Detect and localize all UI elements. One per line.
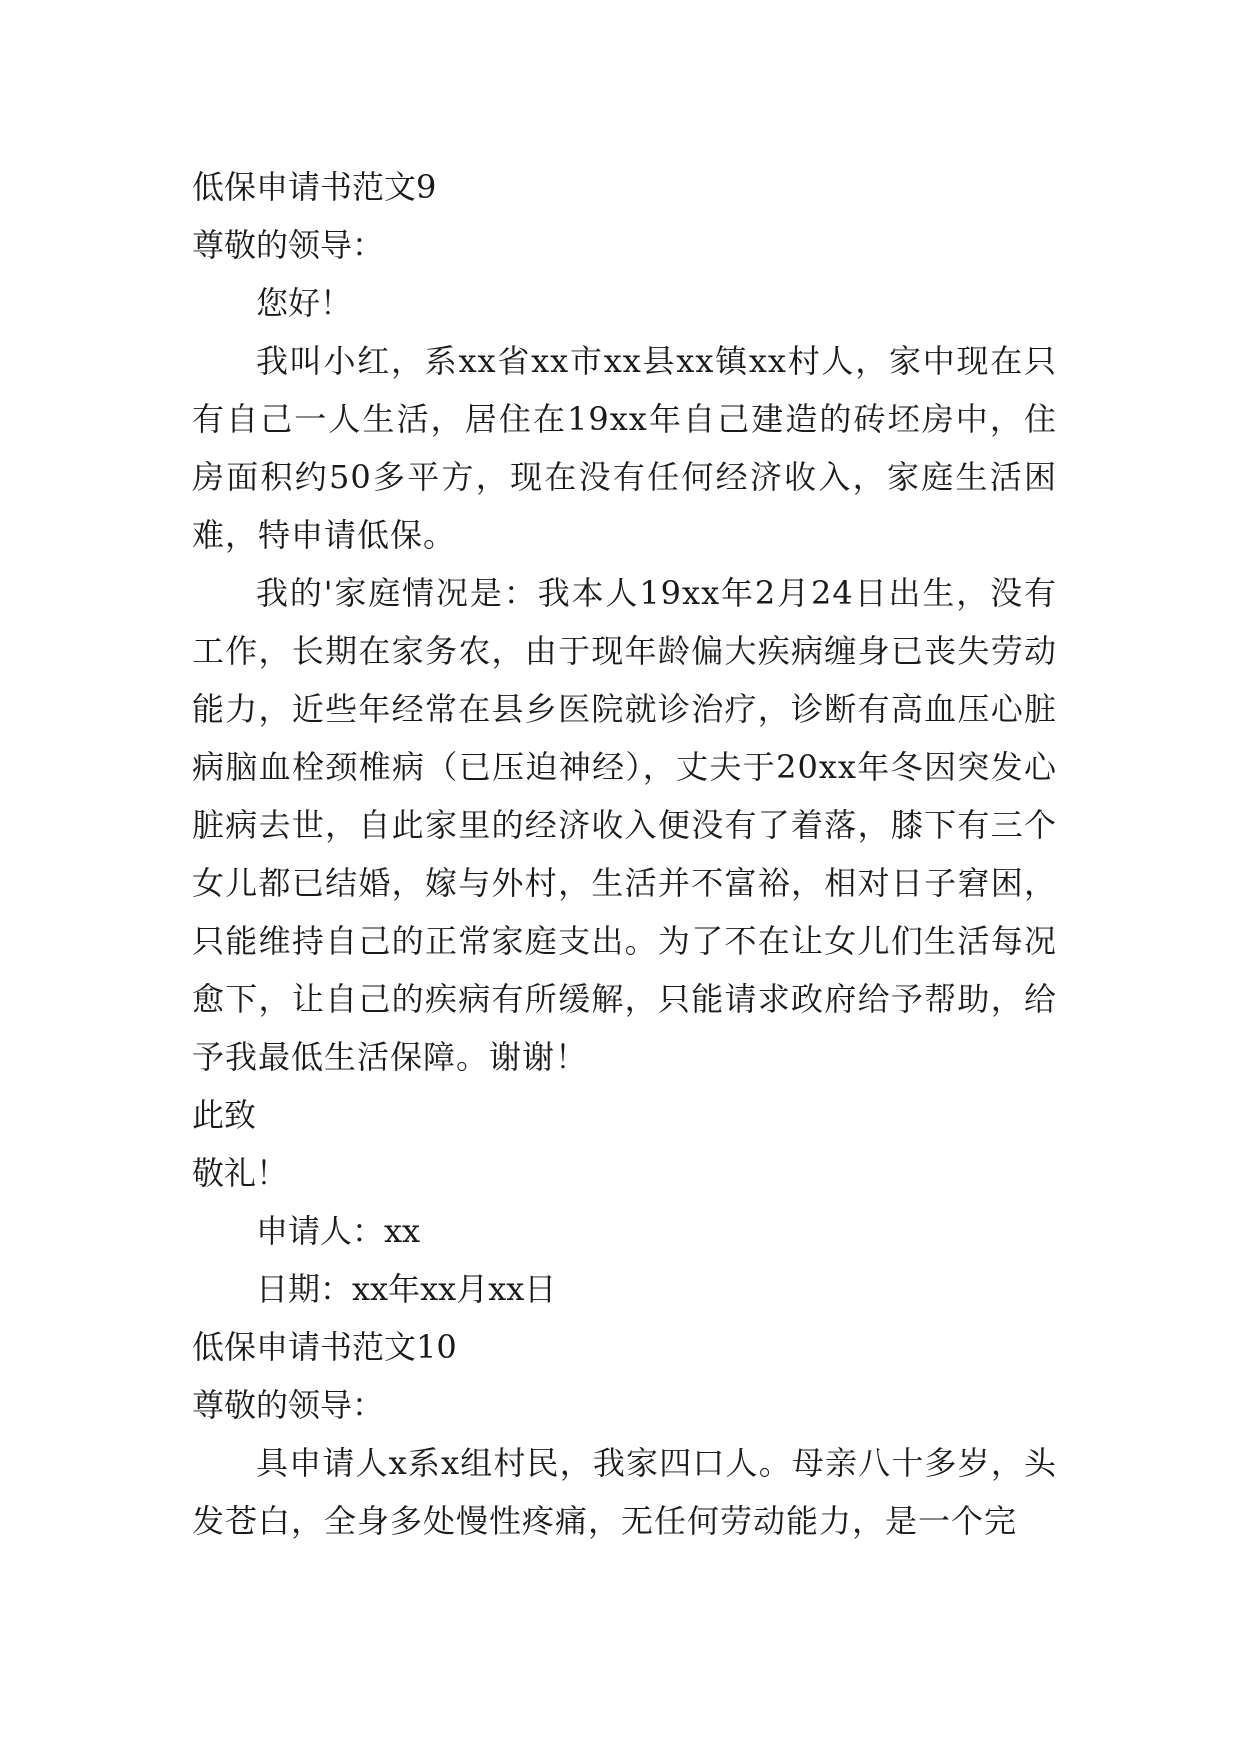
- body-paragraph: 具申请人x系x组村民，我家四口人。母亲八十多岁，头发苍白，全身多处慢性疼痛，无任何劳动能力，是一个完: [192, 1444, 1057, 1540]
- body-paragraph: 我的'家庭情况是：我本人19xx年2月24日出生，没有工作，长期在家务农，由于现年龄偏大疾病缠身已丧失劳动能力，近些年经常在县乡医院就诊治疗，诊断有高血压心脏病脑血栓颈椎病（已压迫神经），丈夫于20xx年冬因突发心脏病去世，自此家里的经济收入便没有了着落，膝下有三个女儿都已结婚，嫁与外村，生活并不富裕，相对日子窘困，只能维持自己的正常家庭支出。为了不在让女儿们生活每况愈下，让自己的疾病有所缓解，只能请求政府给予帮助，给予我最低生活保障。谢谢！: [192, 574, 1057, 1076]
- section-title: 低保申请书范文9: [192, 168, 437, 206]
- date-line: 日期：xx年xx月xx日: [256, 1270, 557, 1308]
- closing-line: 此致: [192, 1096, 257, 1134]
- applicant-line: 申请人：xx: [256, 1212, 421, 1250]
- body-paragraph: 我叫小红，系xx省xx市xx县xx镇xx村人，家中现在只有自己一人生活，居住在19xx年自己建造的砖坯房中，住房面积约50多平方，现在没有任何经济收入，家庭生活困难，特申请低保。: [192, 342, 1057, 554]
- salutation: 尊敬的领导：: [192, 226, 385, 264]
- greeting: 您好！: [256, 284, 353, 322]
- document-body: [192, 158, 1057, 1550]
- closing-line: 敬礼！: [192, 1154, 289, 1192]
- salutation: 尊敬的领导：: [192, 1386, 385, 1424]
- section-title: 低保申请书范文10: [192, 1328, 457, 1366]
